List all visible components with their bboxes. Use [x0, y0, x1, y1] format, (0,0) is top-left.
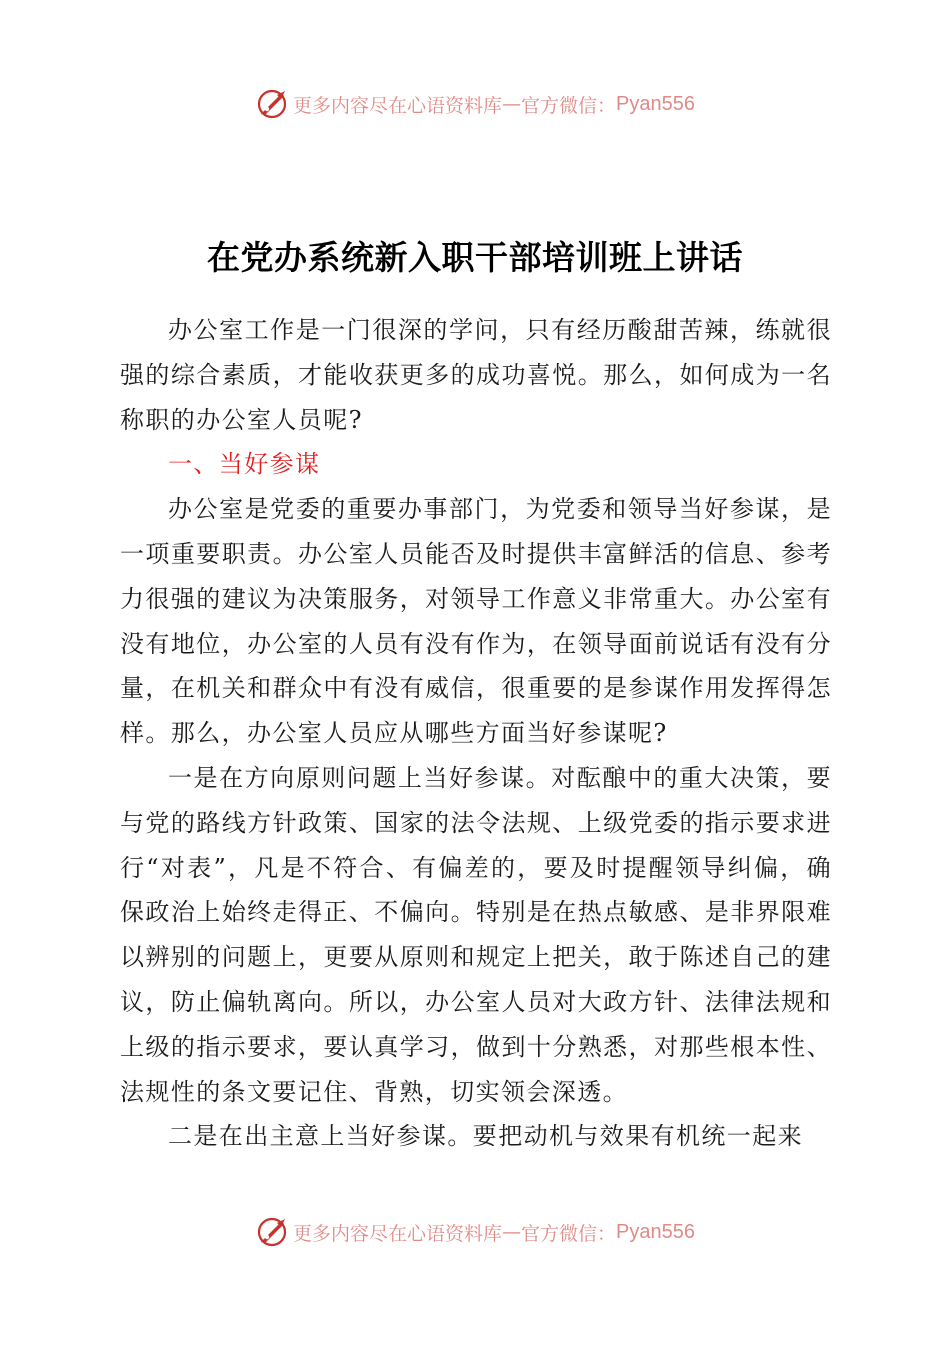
section-heading: 一、当好参谋: [168, 450, 321, 479]
banner-wechat-id: Pyan556: [616, 1220, 695, 1243]
body-paragraph: 二是在出主意上当好参谋。要把动机与效果有机统一起来: [168, 1122, 803, 1151]
banner-separator: —: [502, 93, 522, 115]
body-paragraph: 办公室是党委的重要办事部门，为党委和领导当好参谋，是一项重要职责。办公室人员能否及时提供丰富鲜活的信息、参考力很强的建议为决策服务，对领导工作意义非常重大。办公室有没有地位，办公室的人员有没有作为，在领导面前说话有没有分量，在机关和群众中有没有威信，很重要的是参谋作用发挥得怎样。那么，办公室人员应从哪些方面当好参谋呢?: [120, 495, 832, 748]
document-title: 在党办系统新入职干部培训班上讲话: [207, 238, 743, 277]
banner-wechat-id: Pyan556: [616, 92, 695, 115]
banner-site-name: 更多内容尽在心语资料库: [293, 94, 503, 117]
banner-site-name: 更多内容尽在心语资料库: [293, 1222, 503, 1245]
quill-logo-icon: [255, 1215, 289, 1249]
quill-logo-icon: [255, 87, 289, 121]
footer-watermark-banner: [0, 1212, 950, 1252]
body-paragraph: 一是在方向原则问题上当好参谋。对酝酿中的重大决策，要与党的路线方针政策、国家的法令法规、上级党委的指示要求进行“对表”，凡是不符合、有偏差的，要及时提醒领导纠偏，确保政治上始终走得正、不偏向。特别是在热点敏感、是非界限难以辨别的问题上，更要从原则和规定上把关，敢于陈述自己的建议，防止偏轨离向。所以，办公室人员对大政方针、法律法规和上级的指示要求，要认真学习，做到十分熟悉，对那些根本性、法规性的条文要记住、背熟，切实领会深透。: [120, 763, 832, 1106]
header-watermark-banner: [0, 84, 950, 124]
banner-wechat-label: 官方微信：: [521, 94, 617, 117]
banner-wechat-label: 官方微信：: [521, 1222, 617, 1245]
intro-paragraph: 办公室工作是一门很深的学问，只有经历酸甜苦辣，练就很强的综合素质，才能收获更多的成功喜悦。那么，如何成为一名称职的办公室人员呢?: [120, 316, 832, 434]
banner-separator: —: [502, 1221, 522, 1243]
document-body: [120, 308, 832, 1159]
